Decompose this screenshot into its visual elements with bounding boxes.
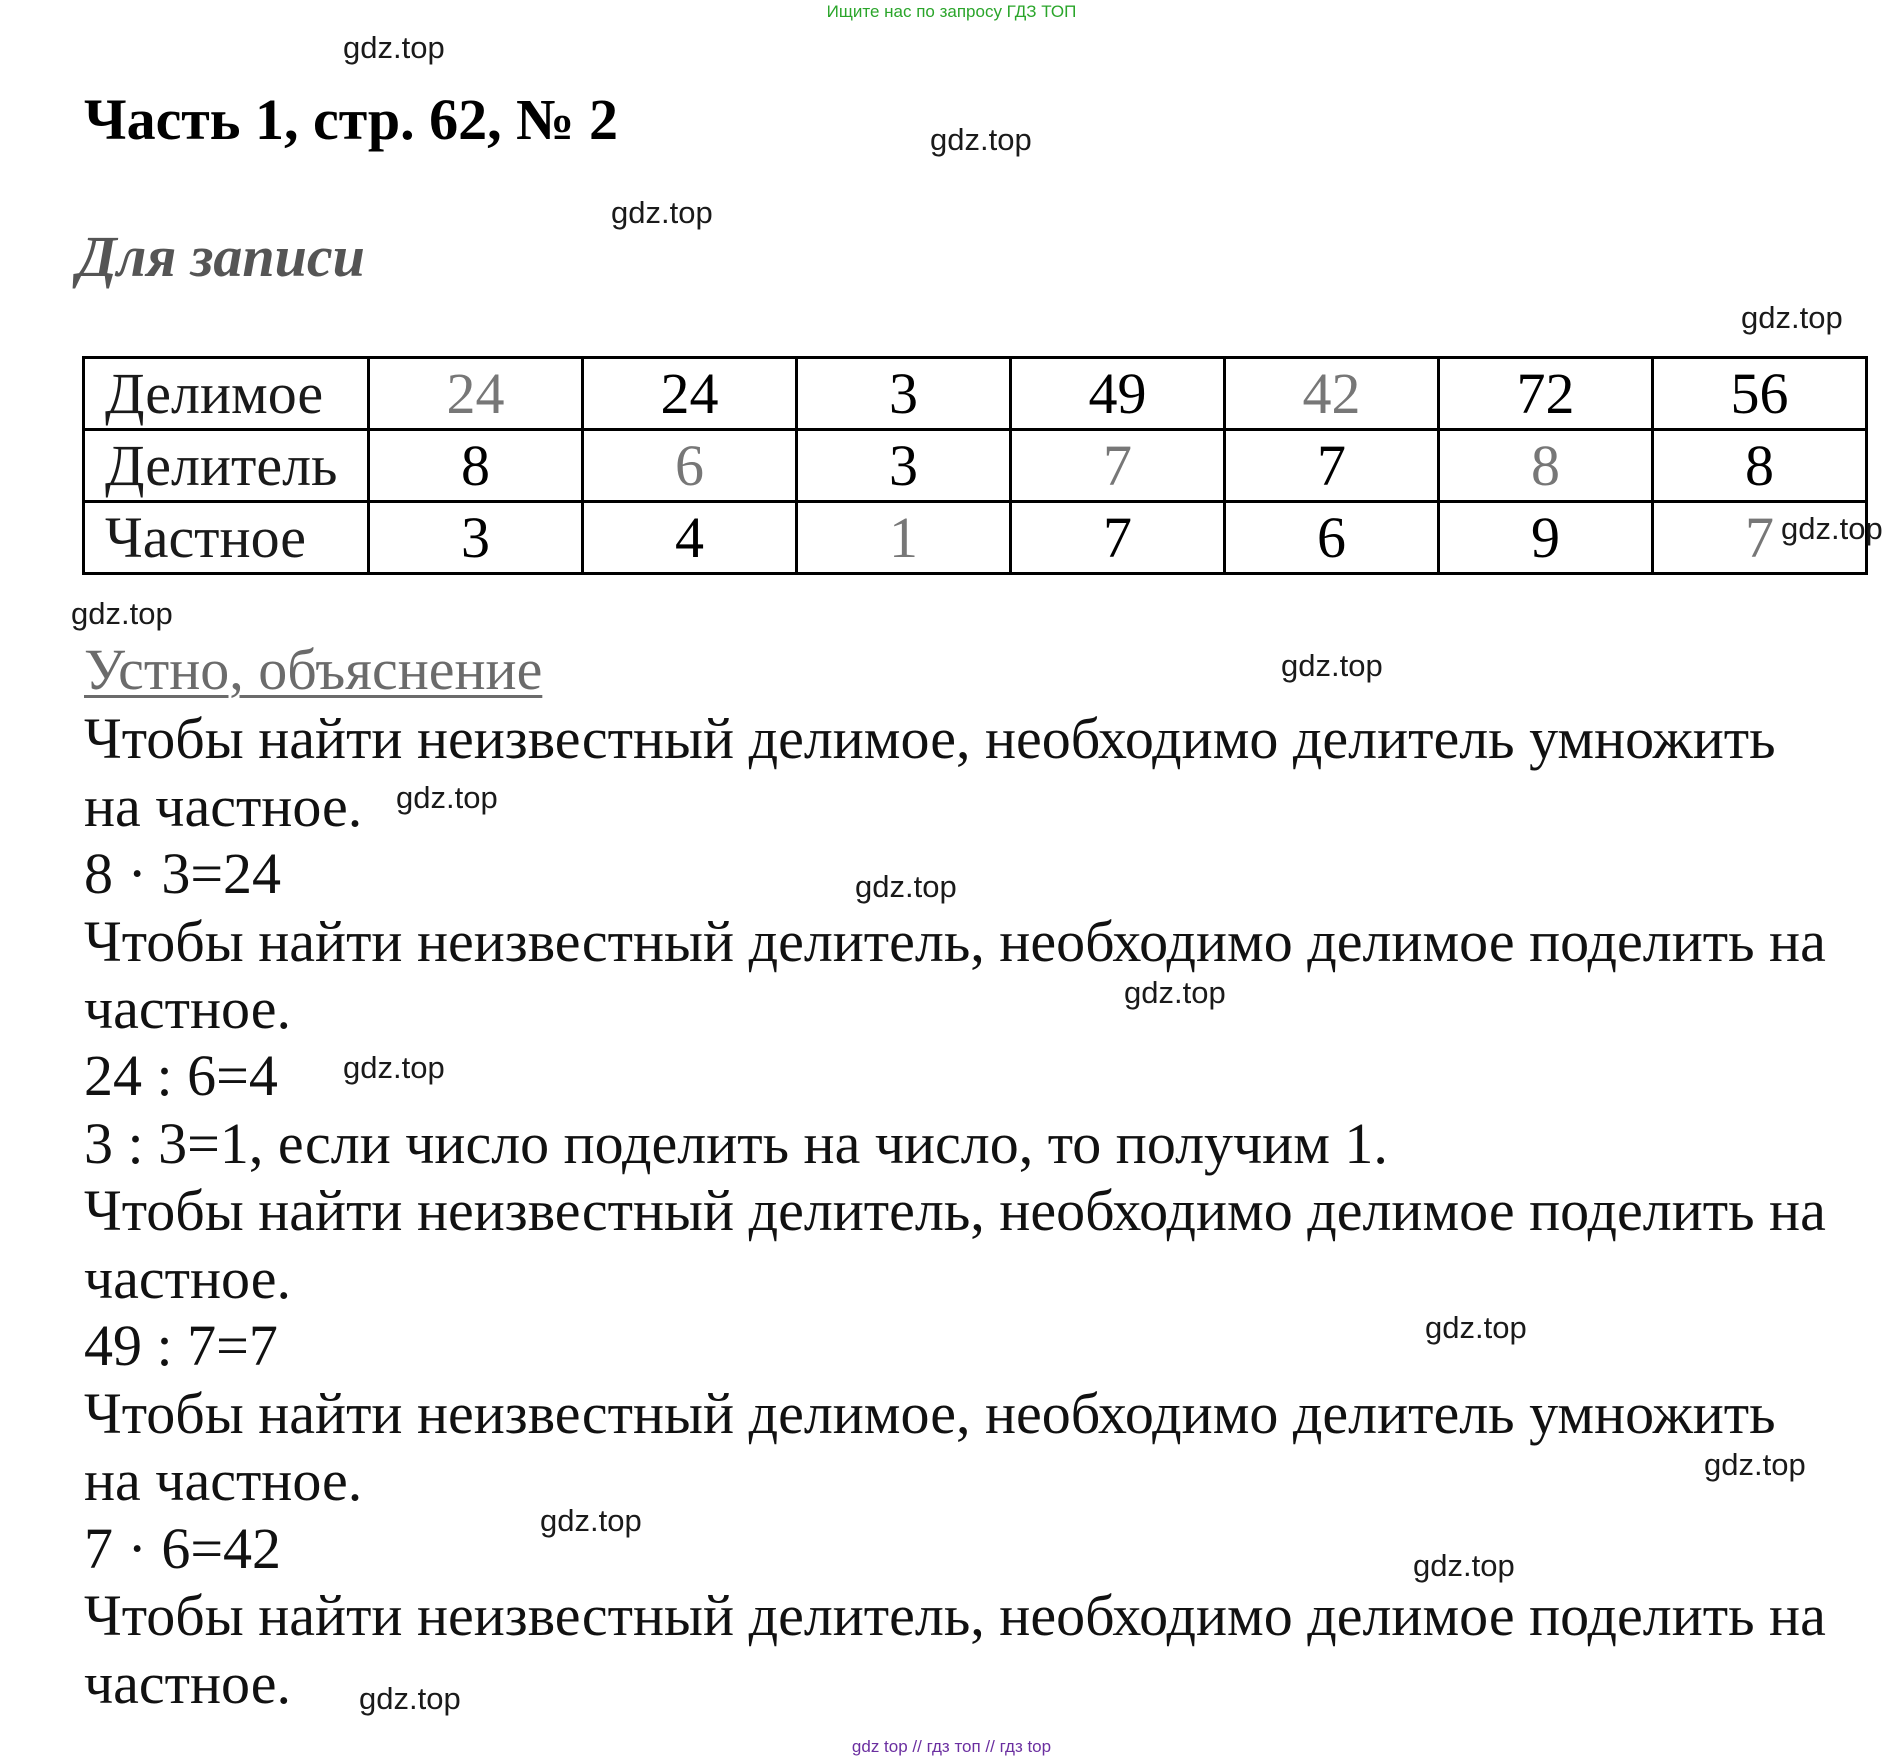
watermark: gdz.top: [1425, 1310, 1527, 1345]
section-heading: Устно, объяснение: [84, 637, 543, 702]
watermark: gdz.top: [1124, 975, 1226, 1010]
watermark: gdz.top: [855, 869, 957, 904]
table-cell: 7: [1011, 430, 1225, 502]
table-cell: 3: [369, 502, 583, 574]
equation-line: 49 : 7=7: [84, 1313, 278, 1378]
watermark: gdz.top: [1704, 1447, 1806, 1482]
text-line: на частное.: [84, 774, 363, 839]
top-notice: Ищите нас по запросу ГДЗ ТОП: [826, 2, 1077, 21]
watermark: gdz.top: [1413, 1548, 1515, 1583]
text-line: Чтобы найти неизвестный делимое, необходимо делитель умножить: [84, 1381, 1776, 1446]
watermark: gdz.top: [359, 1681, 461, 1716]
text-line: частное.: [84, 1651, 291, 1716]
table-cell: 7: [1225, 430, 1439, 502]
watermark: gdz.top: [930, 122, 1032, 157]
footer: gdz top // гдз топ // гдз top: [851, 1737, 1052, 1756]
table-cell: 3: [797, 358, 1011, 430]
table-cell: 6: [1225, 502, 1439, 574]
text-line: Чтобы найти неизвестный делитель, необходимо делимое поделить на: [84, 909, 1826, 974]
table-cell: 8: [369, 430, 583, 502]
equation-line: 3 : 3=1, если число поделить на число, то получим 1.: [84, 1111, 1388, 1176]
text-line: на частное.: [84, 1448, 363, 1513]
watermark: gdz.top: [71, 596, 173, 631]
table-cell: 24: [583, 358, 797, 430]
watermark: gdz.top: [611, 195, 713, 230]
table-cell: 8: [1653, 430, 1867, 502]
table-cell: 9: [1439, 502, 1653, 574]
row-label: Частное: [84, 502, 369, 574]
text-line: Чтобы найти неизвестный делитель, необходимо делимое поделить на: [84, 1583, 1826, 1648]
table-row: [84, 502, 1867, 574]
watermark: gdz.top: [1781, 511, 1883, 546]
subtitle: Для записи: [77, 224, 365, 289]
table-cell: 8: [1439, 430, 1653, 502]
table-cell: 42: [1225, 358, 1439, 430]
table-row: [84, 430, 1867, 502]
watermark: gdz.top: [343, 1050, 445, 1085]
row-label: Делимое: [84, 358, 369, 430]
table-cell: 72: [1439, 358, 1653, 430]
watermark: gdz.top: [540, 1503, 642, 1538]
watermark: gdz.top: [343, 30, 445, 65]
text-line: частное.: [84, 976, 291, 1041]
row-label: Делитель: [84, 430, 369, 502]
table-cell: 56: [1653, 358, 1867, 430]
table-cell: 24: [369, 358, 583, 430]
table-cell: 1: [797, 502, 1011, 574]
text-line: Чтобы найти неизвестный делитель, необходимо делимое поделить на: [84, 1178, 1826, 1243]
table-cell: 49: [1011, 358, 1225, 430]
equation-line: 8 · 3=24: [84, 841, 282, 906]
table-cell: 3: [797, 430, 1011, 502]
equation-line: 7 · 6=42: [84, 1516, 282, 1581]
table-cell: 6: [583, 430, 797, 502]
table-cell: 7: [1011, 502, 1225, 574]
equation-line: 24 : 6=4: [84, 1043, 278, 1108]
text-line: частное.: [84, 1246, 291, 1311]
page-title: Часть 1, стр. 62, № 2: [84, 87, 618, 152]
division-table: [82, 356, 1868, 575]
table-cell: 4: [583, 502, 797, 574]
table-cell: 7: [1653, 502, 1867, 574]
watermark: gdz.top: [1281, 648, 1383, 683]
text-line: Чтобы найти неизвестный делимое, необходимо делитель умножить: [84, 706, 1776, 771]
table-row: [84, 358, 1867, 430]
watermark: gdz.top: [1741, 300, 1843, 335]
watermark: gdz.top: [396, 780, 498, 815]
